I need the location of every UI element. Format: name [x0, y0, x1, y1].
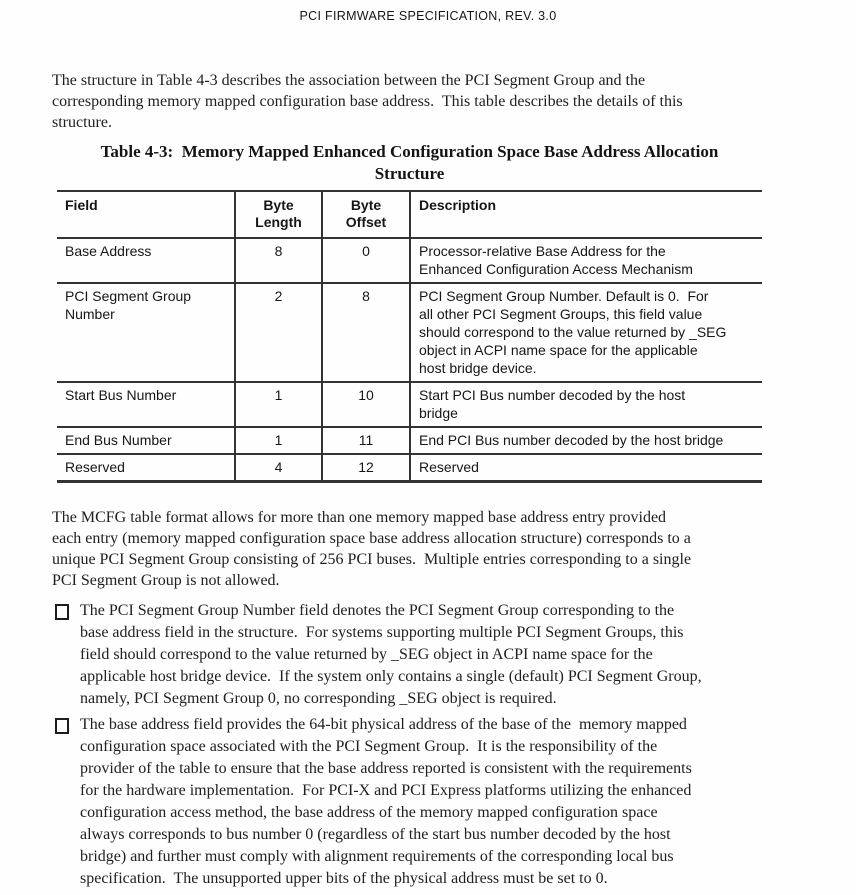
text-line: The PCI Segment Group Number field denotes the PCI Segment Group corresponding to the [80, 602, 675, 619]
text-line: Start Bus Number [65, 387, 177, 403]
text-line: corresponding memory mapped configuration base address. This table describes the details of this [52, 93, 683, 110]
table-row [57, 427, 762, 454]
bullet-text [80, 600, 702, 710]
table-cell [410, 238, 762, 283]
table-row [57, 454, 762, 482]
bullet-item-segment-group [55, 600, 702, 710]
text-line: PCI Segment Group [65, 288, 192, 304]
table-cell [57, 454, 235, 482]
table-cell [235, 454, 322, 482]
text-line: Base Address [65, 243, 152, 259]
text-line: PCI Segment Group Number. Default is 0. For [419, 288, 709, 304]
bullet-item-base-address [55, 714, 692, 890]
text-line: provider of the table to ensure that the base address reported is consistent with the requirements [80, 760, 692, 777]
text-line: Processor-relative Base Address for the [419, 243, 666, 259]
text-line: base address field in the structure. For systems supporting multiple PCI Segment Groups, this [80, 624, 684, 641]
text-line: Number [65, 306, 115, 322]
text-line: 1 [274, 387, 283, 403]
text-line: Byte [350, 197, 382, 213]
text-line: all other PCI Segment Groups, this field value [419, 306, 703, 322]
text-line: configuration access method, the base address of the memory mapped configuration space [80, 804, 658, 821]
table-cell [57, 427, 235, 454]
text-line: Reserved [65, 459, 125, 475]
table-cell [410, 283, 762, 382]
table-cell [235, 238, 322, 283]
table-cell [322, 382, 410, 427]
text-line: structure. [52, 114, 112, 131]
text-line: each entry (memory mapped configuration space base address allocation structure) corresponds to a [52, 530, 691, 547]
text-line: 11 [358, 432, 374, 448]
table-cell [235, 283, 322, 382]
table-cell [410, 454, 762, 482]
text-line: Structure [374, 163, 445, 183]
table-cell [322, 238, 410, 283]
text-line: Table 4-3: Memory Mapped Enhanced Configuration Space Base Address Allocation [100, 142, 719, 161]
text-line: The MCFG table format allows for more than one memory mapped base address entry provided [52, 509, 667, 526]
text-line: for the hardware implementation. For PCI-X and PCI Express platforms utilizing the enhanced [80, 782, 692, 799]
text-line: The structure in Table 4-3 describes the association between the PCI Segment Group and the [52, 72, 646, 89]
text-line: Byte [263, 197, 294, 213]
table-caption [57, 141, 762, 184]
square-bullet-icon [55, 718, 69, 734]
text-line: Field [65, 197, 98, 213]
table-cell [57, 283, 235, 382]
text-line: namely, PCI Segment Group 0, no corresponding _SEG object is required. [80, 690, 557, 707]
mcfg-paragraph [52, 507, 691, 591]
text-line: specification. The unsupported upper bits of the physical address must be set to 0. [80, 870, 608, 887]
table-header [57, 191, 762, 238]
text-line: 8 [362, 288, 370, 304]
table-cell [410, 382, 762, 427]
table-cell [235, 427, 322, 454]
text-line: Start PCI Bus number decoded by the host [419, 387, 686, 403]
text-line: should correspond to the value returned by _SEG [419, 324, 727, 340]
column-header [322, 191, 410, 238]
table-row [57, 238, 762, 283]
running-header: PCI FIRMWARE SPECIFICATION, REV. 3.0 [299, 9, 557, 23]
text-line: PCI Segment Group is not allowed. [52, 572, 280, 589]
column-header [410, 191, 762, 238]
text-line: field should correspond to the value returned by _SEG object in ACPI name space for the [80, 646, 653, 663]
text-line: End PCI Bus number decoded by the host bridge [419, 432, 724, 448]
text-line: 10 [358, 387, 374, 403]
intro-paragraph [52, 70, 683, 133]
text-line: 4 [274, 459, 283, 475]
table-cell [235, 382, 322, 427]
text-line: 1 [274, 432, 283, 448]
table-row [57, 283, 762, 382]
text-line: bridge [419, 405, 458, 421]
square-bullet-icon [55, 604, 69, 620]
table-cell [322, 454, 410, 482]
text-line: 2 [274, 288, 283, 304]
table-cell [322, 283, 410, 382]
text-line: host bridge device. [419, 360, 537, 376]
text-line: The base address field provides the 64-bit physical address of the base of the memory mapped [80, 716, 687, 733]
text-line: Length [255, 214, 302, 230]
text-line: always corresponds to bus number 0 (regardless of the start bus number decoded by the host [80, 826, 671, 843]
spec-table [57, 190, 762, 483]
bullet-text [80, 714, 692, 890]
text-line: 12 [358, 459, 374, 475]
table-cell [57, 238, 235, 283]
table-header-row [57, 191, 762, 238]
text-line: bridge) and further must comply with alignment requirements of the corresponding local bus [80, 848, 674, 865]
table-cell [410, 427, 762, 454]
text-line: applicable host bridge device. If the system only contains a single (default) PCI Segment Group, [80, 668, 702, 685]
text-line: 8 [274, 243, 283, 259]
text-line: unique PCI Segment Group consisting of 256 PCI buses. Multiple entries corresponding to a single [52, 551, 692, 568]
table-cell [57, 382, 235, 427]
text-line: Description [419, 197, 497, 213]
column-header [235, 191, 322, 238]
text-line: Reserved [419, 459, 479, 475]
table-row [57, 382, 762, 427]
text-line: Offset [345, 214, 387, 230]
text-line: 0 [362, 243, 370, 259]
text-line: End Bus Number [65, 432, 172, 448]
table-cell [322, 427, 410, 454]
column-header [57, 191, 235, 238]
text-line: Enhanced Configuration Access Mechanism [419, 261, 693, 277]
table-body [57, 238, 762, 482]
text-line: object in ACPI name space for the applicable [419, 342, 698, 358]
text-line: configuration space associated with the PCI Segment Group. It is the responsibility of the [80, 738, 658, 755]
